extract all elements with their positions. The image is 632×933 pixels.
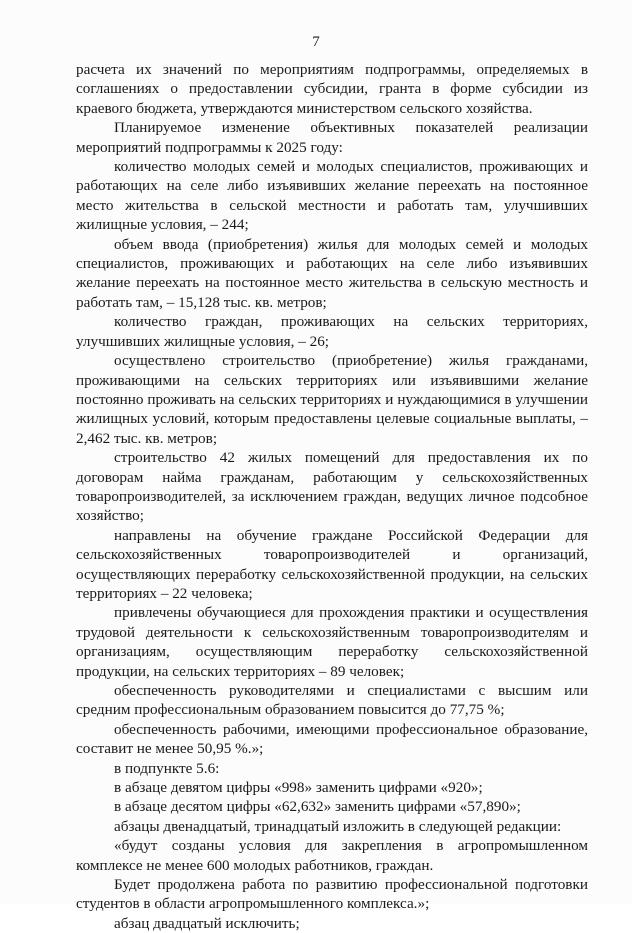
- paragraph-continuation: расчета их значений по мероприятиям подпрограммы, определяемых в соглашениях о предоставлении субсидии, гранта в форме субсидии из краевого бюджета, утверждаются министерством сельского хозяйства.: [76, 61, 588, 117]
- paragraph-ninth-amendment: в абзаце девятом цифры «998» заменить цифрами «920»;: [114, 779, 483, 797]
- document-body: [76, 60, 588, 933]
- paragraph-construction-by-citizens: осуществлено строительство (приобретение) жилья гражданами, проживающими на сельских территориях или изъявившими желание постоянно проживать на сельских территориях и нуждающимися в улучшении жилищных условий, которым предоставлены целевые социальные выплаты, – 2,462 тыс. кв. метров;: [76, 352, 588, 447]
- page-number: 7: [312, 34, 320, 50]
- paragraph-student-practice: привлечены обучающиеся для прохождения практики и осуществления трудовой деятельности к сельскохозяйственным товаропроизводителям и организациям, осуществляющим переработку сельскохозяйственной продукции, на сельских территориях – 89 человек;: [76, 604, 588, 680]
- paragraph-housing-volume: объем ввода (приобретения) жилья для молодых семей и молодых специалистов, проживающих и работающих на селе либо изъявивших желание переехать на постоянное место жительства в сельскую местность и работать там, – 15,128 тыс. кв. метров;: [76, 235, 588, 311]
- paragraph-conditions-created: «будут созданы условия для закрепления в агропромышленном комплексе не менее 600 молодых работников, граждан.: [76, 837, 588, 874]
- paragraph-young-families-count: количество молодых семей и молодых специалистов, проживающих и работающих на селе либо изъявивших желание переехать на постоянное место жительства в сельской местности и работать там, улучшивших жилищные условия, – 244;: [76, 158, 588, 234]
- paragraph-twelfth-thirteenth: абзацы двенадцатый, тринадцатый изложить в следующей редакции:: [114, 817, 562, 835]
- paragraph-planned-changes: Планируемое изменение объективных показателей реализации мероприятий подпрограммы к 2025 году:: [76, 119, 588, 156]
- paragraph-tenth-amendment: в абзаце десятом цифры «62,632» заменить цифрами «57,890»;: [114, 798, 521, 816]
- paragraph-continued-work: Будет продолжена работа по развитию профессиональной подготовки студентов в области агропромышленного комплекса.»;: [76, 876, 588, 913]
- paragraph-residential-premises: строительство 42 жилых помещений для предоставления их по договорам найма гражданам, работающим у сельскохозяйственных товаропроизводителей, за исключением граждан, ведущих личное подсобное хозяйство;: [76, 449, 588, 525]
- paragraph-workers-provision: обеспеченность рабочими, имеющими профессиональное образование, составит не менее 50,95 %.»;: [76, 720, 588, 758]
- paragraph-subclause-5-6: в подпункте 5.6:: [114, 759, 220, 777]
- paragraph-twentieth-excluded: абзац двадцатый исключить;: [114, 914, 300, 932]
- paragraph-managers-provision: обеспеченность руководителями и специалистами с высшим или средним профессиональным образованием повысится до 77,75 %;: [76, 682, 588, 719]
- paragraph-rural-citizens-count: количество граждан, проживающих на сельских территориях, улучшивших жилищные условия, – 26;: [76, 313, 588, 350]
- paragraph-training-citizens: направлены на обучение граждане Российской Федерации для сельскохозяйственных товаропроизводителей и организаций, осуществляющих переработку сельскохозяйственной продукции, на сельских территориях – 22 человека;: [76, 526, 588, 602]
